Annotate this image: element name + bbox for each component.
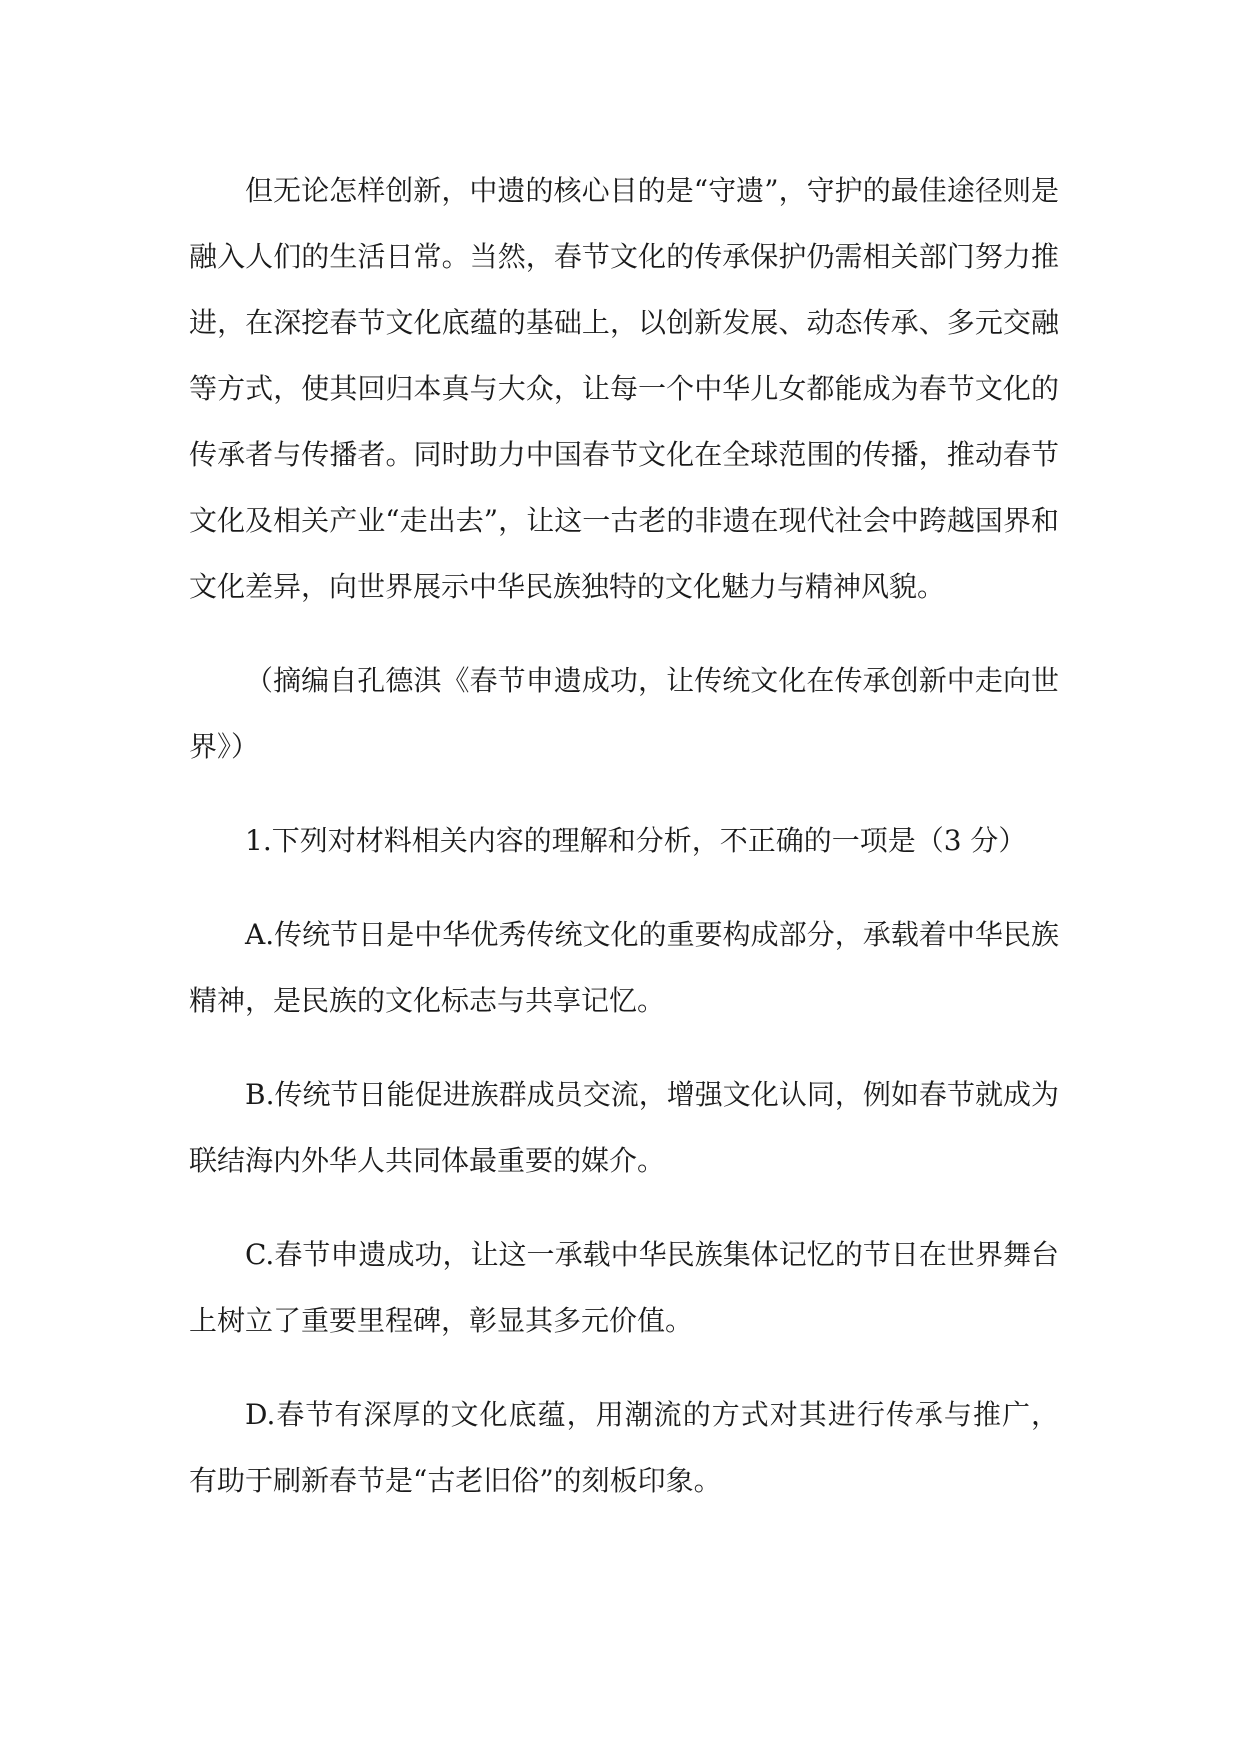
question-stem: 1.下列对材料相关内容的理解和分析，不正确的一项是（3 分） xyxy=(245,824,1027,857)
body-paragraph: 但无论怎样创新，中遗的核心目的是“守遗”，守护的最佳途径则是融入人们的生活日常。当然，春节文化的传承保护仍需相关部门努力推进，在深挖春节文化底蕴的基础上，以创新发展、动态传承、多元交融等方式，使其回归本真与大众，让每一个中华儿女都能成为春节文化的传承者与传播者。同时助力中国春节文化在全球范围的传播，推动春节文化及相关产业“走出去”，让这一古老的非遗在现代社会中跨越国界和文化差异，向世界展示中华民族独特的文化魅力与精神风貌。 xyxy=(189,174,1059,603)
option-d: D.春节有深厚的文化底蕴，用潮流的方式对其进行传承与推广，有助于刷新春节是“古老旧俗”的刻板印象。 xyxy=(189,1398,1059,1497)
document-content xyxy=(189,158,1059,1514)
source-note: （摘编自孔德淇《春节申遗成功，让传统文化在传承创新中走向世界》） xyxy=(189,664,1059,763)
option-a: A.传统节日是中华优秀传统文化的重要构成部分，承载着中华民族精神，是民族的文化标志与共享记忆。 xyxy=(189,918,1059,1017)
option-c: C.春节申遗成功，让这一承载中华民族集体记忆的节日在世界舞台上树立了重要里程碑，彰显其多元价值。 xyxy=(189,1238,1059,1337)
option-b: B.传统节日能促进族群成员交流，增强文化认同，例如春节就成为联结海内外华人共同体最重要的媒介。 xyxy=(189,1078,1059,1177)
